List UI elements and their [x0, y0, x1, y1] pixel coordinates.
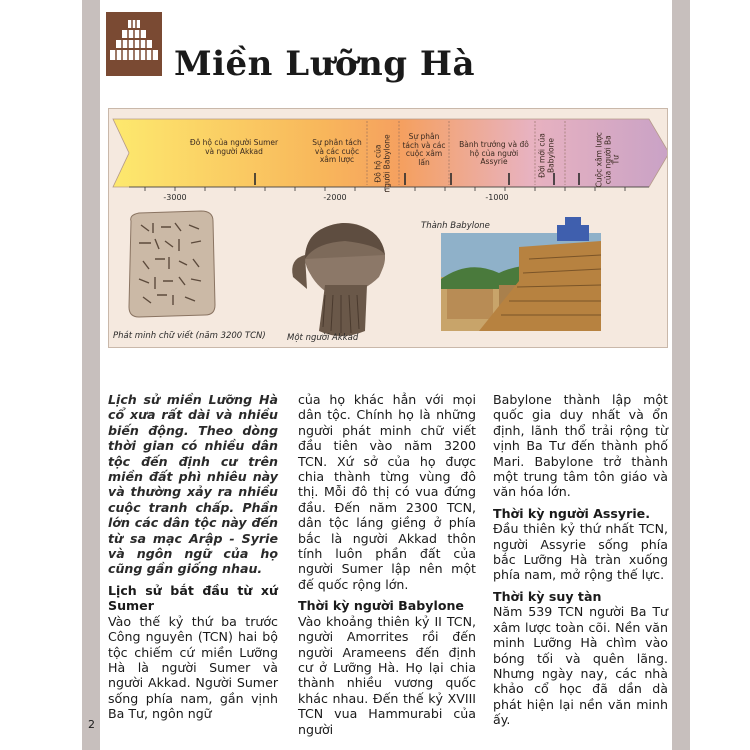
intro-paragraph: Lịch sử miền Lưỡng Hà cổ xưa rất dài và nhiều biến động. Theo dòng thời gian có nhiều dân tộc đến định cư trên miền đất phì nhiêu này và thường xảy ra nhiều cuộc tranh chấp. Phần lớn các dân tộc này đến từ sa mạc Arập - Syrie và ngôn ngữ của họ cũng gần giống nhau. — [108, 392, 278, 577]
akkad-head-image — [292, 223, 385, 336]
caption-akkad: Một người Akkad — [287, 333, 359, 343]
left-page-border — [82, 0, 100, 750]
timeline-tick-label: -2000 — [323, 193, 347, 202]
text-column-1 — [108, 392, 278, 722]
right-page-border — [672, 0, 690, 750]
body-paragraph: Năm 539 TCN người Ba Tư xâm lược toàn cõi. Nền văn minh Lưỡng Hà chìm vào bóng tối và quên lãng. Nhưng ngày nay, các nhà khảo cổ học đã dần dà phát hiện lại nền văn minh ấy. — [493, 604, 668, 728]
cuneiform-tablet-image — [129, 211, 215, 317]
body-paragraph: của họ khác hẳn với mọi dân tộc. Chính họ là những người phát minh chữ viết đầu tiên vào năm 3200 TCN. Xứ sở của họ được chia thành từng vùng đô thị. Mỗi đô thị có vua đứng đầu. Đến năm 2300 TCN, dân tộc láng giềng ở phía bắc là người Akkad thôn tính luôn phần đất của người Sumer lập nên một đế quốc rộng lớn. — [298, 392, 476, 592]
section-heading: Thời kỳ người Assyrie. — [493, 505, 650, 521]
body-paragraph: Vào thế kỷ thứ ba trước Công nguyên (TCN) hai bộ tộc chiếm cứ miền Lưỡng Hà là người Sumer và người Akkad. Người Sumer sống phía nam, gần vịnh Ba Tư, ngôn ngữ — [108, 613, 278, 722]
timeline-segment-label: Bành trướng và đô hộ của người Assyrie — [459, 140, 529, 166]
page-title: Miền Lưỡng Hà — [174, 44, 476, 84]
section-heading: Lịch sử bắt đầu từ xứ Sumer — [108, 582, 278, 614]
babylon-city-image — [441, 217, 601, 331]
timeline-segment-label: Cuộc xâm lược của người Ba Tư — [594, 132, 621, 188]
caption-writing: Phát minh chữ viết (năm 3200 TCN) — [113, 331, 266, 341]
timeline-segment-label: Sự phân tách và các cuộc xâm lược — [312, 138, 362, 164]
page-number: 2 — [88, 718, 95, 731]
timeline-segment-label: Đô hộ của người Sumer và người Akkad — [189, 138, 279, 156]
timeline-panel — [108, 108, 668, 348]
timeline-tick-label: -3000 — [163, 193, 187, 202]
section-heading: Thời kỳ người Babylone — [298, 598, 464, 614]
caption-babylon: Thành Babylone — [421, 221, 490, 231]
text-column-3 — [493, 392, 668, 728]
timeline-tick-label: -1000 — [485, 193, 509, 202]
ziggurat-icon — [106, 12, 162, 76]
body-paragraph: Đầu thiên kỷ thứ nhất TCN, người Assyrie sống phía bắc Lưỡng Hà tràn xuống phía nam, mở rộng thế lực. — [493, 521, 668, 583]
section-heading: Thời kỳ suy tàn — [493, 588, 602, 604]
body-paragraph: Vào khoảng thiên kỷ II TCN, người Amorrites rồi đến người Arameens đến định cư ở Lưỡng Hà. Họ lại chia thành nhiều vương quốc khác nhau. Đến thế kỷ XVIII TCN vua Hammurabi của người — [298, 613, 476, 737]
timeline-segment-label: Đời mới của Babylone — [537, 133, 555, 178]
timeline-segment-label: Sự phân tách và các cuộc xâm lấn — [402, 132, 446, 167]
timeline-segment-label: Đô hộ của người Babylone — [373, 134, 391, 193]
text-column-2 — [298, 392, 476, 737]
body-paragraph: Babylone thành lập một quốc gia duy nhất và ổn định, lãnh thổ trải rộng từ vịnh Ba Tư đến thành phố Mari. Babylone trở thành một trung tâm tôn giáo và văn hóa lớn. — [493, 392, 668, 500]
